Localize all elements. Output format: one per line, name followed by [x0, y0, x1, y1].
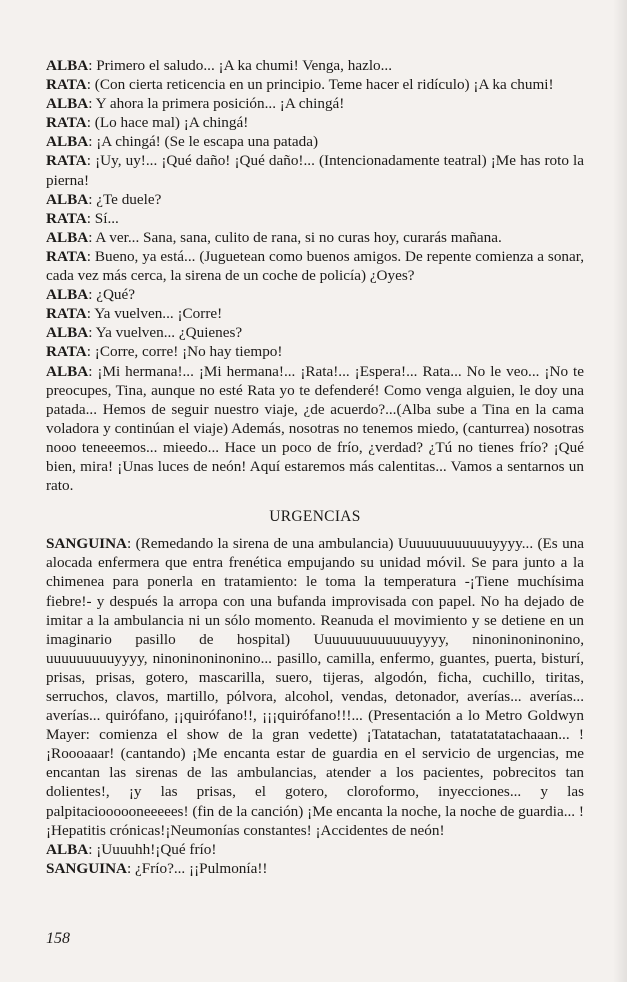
dialogue-line: [46, 132, 584, 151]
dialogue-line: [46, 840, 584, 859]
dialogue-line: [46, 342, 584, 361]
speaker-name: ALBA: [46, 95, 89, 113]
page-gutter-shadow: [613, 0, 627, 982]
dialogue-line: [46, 859, 584, 878]
line-text: : ¿Te duele?: [88, 190, 162, 208]
dialogue-block: [46, 534, 584, 878]
line-text: : (Con cierta reticencia en un principio. Teme hacer el ridículo) ¡A ka chumi!: [86, 76, 554, 94]
dialogue-line: [46, 113, 584, 132]
section-title: URGENCIAS: [269, 508, 361, 526]
line-text: : Bueno, ya está... (Juguetean como buenos amigos. De repente comienza a sonar, cada vez más cerca, la sirena de un coche de policía) ¿Oyes?: [46, 247, 584, 285]
dialogue-block: [46, 56, 584, 495]
line-text: : ¡Corre, corre! ¡No hay tiempo!: [86, 343, 283, 361]
speaker-name: SANGUINA: [46, 535, 128, 553]
line-text: : (Remedando la sirena de una ambulancia) Uuuuuuuuuuuuyyyy... (Es una alocada enfermera que entra frenética empujando su unidad móvil. Se para junto a la chimenea para ponerla en tratamiento: le toma la temperatura -¡Tiene muchísima fiebre!- y después la arropa con una bufanda improvisada con papel. No ha dejado de imitar a la ambulancia ni un sólo momento. Reanuda el movimiento y se detiene en un imaginario pasillo de hospital) Uuuuuuuuuuuuuyyyy, ninoninoninonino, uuuuuuuuuyyyy, ninoninoninonino... pasillo, camilla, enfermo, guantes, puerta, bisturí, prisas, prisas, gotero, mascarilla, suero, tijeras, algodón, ficha, cuchillo, tiritas, serruchos, clavos, martillo, pólvora, alcohol, vendas, detonador, averías... averías... averías... quirófano, ¡¡quirófano!!, ¡¡¡quirófano!!!... (Presentación a lo Metro Goldwyn Mayer: comienza el show de la gran vedette) ¡Tatatachan, tatatatatatachaaan... ! ¡Roooaaar! (cantando) ¡Me encanta estar de guardia en el servicio de urgencias, me encantan las sirenas de las ambulancias, atender a los pacientes, pobrecitos tan dolientes!, ¡y las prisas, el gotero, cloroformo, inyecciones... y las palpitacioooooneeeees! (fin de la canción) ¡Me encanta la noche, la noche de guardia... ! ¡Hepatitis crónicas!¡Neumonías constantes! ¡Accidentes de neón!: [46, 535, 584, 839]
line-text: : ¡Mi hermana!... ¡Mi hermana!... ¡Rata!... ¡Espera!... Rata... No le veo... ¡No te preocupes, Tina, aunque no esté Rata yo te defenderé! Como venga alguien, le doy una patada... Hemos de seguir nuestro viaje, ¿de acuerdo?...(Alba sube a Tina en la cama voladora y continúan el viaje) Además, nosotras no tenemos miedo, (canturrea) nosotras nooo teneeemos... mieedo... Hace un poco de frío, ¿verdad? ¿Tú no tienes frío? ¡Qué bien, mira! ¡Unas luces de neón! Aquí estaremos más calentitas... Vamos a sentarnos un rato.: [46, 362, 584, 495]
speaker-name: RATA: [46, 305, 87, 323]
line-text: : ¿Qué?: [88, 286, 136, 304]
speaker-name: SANGUINA: [46, 859, 128, 877]
line-text: : Y ahora la primera posición... ¡A chingá!: [88, 95, 345, 113]
dialogue-line: [46, 304, 584, 323]
dialogue-line: [46, 209, 584, 228]
dialogue-line: [46, 323, 584, 342]
speaker-name: ALBA: [46, 57, 89, 74]
speaker-name: ALBA: [46, 840, 89, 858]
dialogue-line: [46, 362, 584, 496]
speaker-name: RATA: [46, 152, 87, 170]
dialogue-line: [46, 56, 584, 75]
dialogue-line: [46, 75, 584, 94]
line-text: : (Lo hace mal) ¡A chingá!: [86, 114, 249, 132]
speaker-name: RATA: [46, 209, 87, 227]
dialogue-line: [46, 247, 584, 285]
line-text: : Ya vuelven... ¿Quienes?: [88, 324, 243, 342]
speaker-name: ALBA: [46, 324, 89, 342]
speaker-name: RATA: [46, 114, 87, 132]
speaker-name: RATA: [46, 76, 87, 94]
speaker-name: ALBA: [46, 362, 89, 380]
dialogue-line: [46, 151, 584, 189]
dialogue-line: [46, 228, 584, 247]
dialogue-line: [46, 285, 584, 304]
line-text: : ¿Frío?... ¡¡Pulmonía!!: [127, 859, 268, 877]
speaker-name: ALBA: [46, 228, 89, 246]
speaker-name: RATA: [46, 343, 87, 361]
line-text: : Sí...: [86, 209, 119, 227]
dialogue-line: [46, 94, 584, 113]
speaker-name: ALBA: [46, 133, 89, 151]
dialogue-line: [46, 190, 584, 209]
speaker-name: ALBA: [46, 286, 89, 304]
line-text: : ¡Uuuuhh!¡Qué frío!: [88, 840, 217, 858]
dialogue-line: [46, 534, 584, 840]
line-text: : ¡A chingá! (Se le escapa una patada): [88, 133, 319, 151]
line-text: : Ya vuelven... ¡Corre!: [86, 305, 223, 323]
page-body: [46, 56, 584, 878]
line-text: : ¡Uy, uy!... ¡Qué daño! ¡Qué daño!... (Intencionadamente teatral) ¡Me has roto la pierna!: [46, 152, 584, 189]
line-text: : Primero el saludo... ¡A ka chumi! Venga, hazlo...: [88, 57, 393, 74]
speaker-name: RATA: [46, 247, 87, 265]
speaker-name: ALBA: [46, 190, 89, 208]
page-number: 158: [46, 930, 70, 947]
line-text: : A ver... Sana, sana, culito de rana, si no curas hoy, curarás mañana.: [88, 228, 502, 246]
